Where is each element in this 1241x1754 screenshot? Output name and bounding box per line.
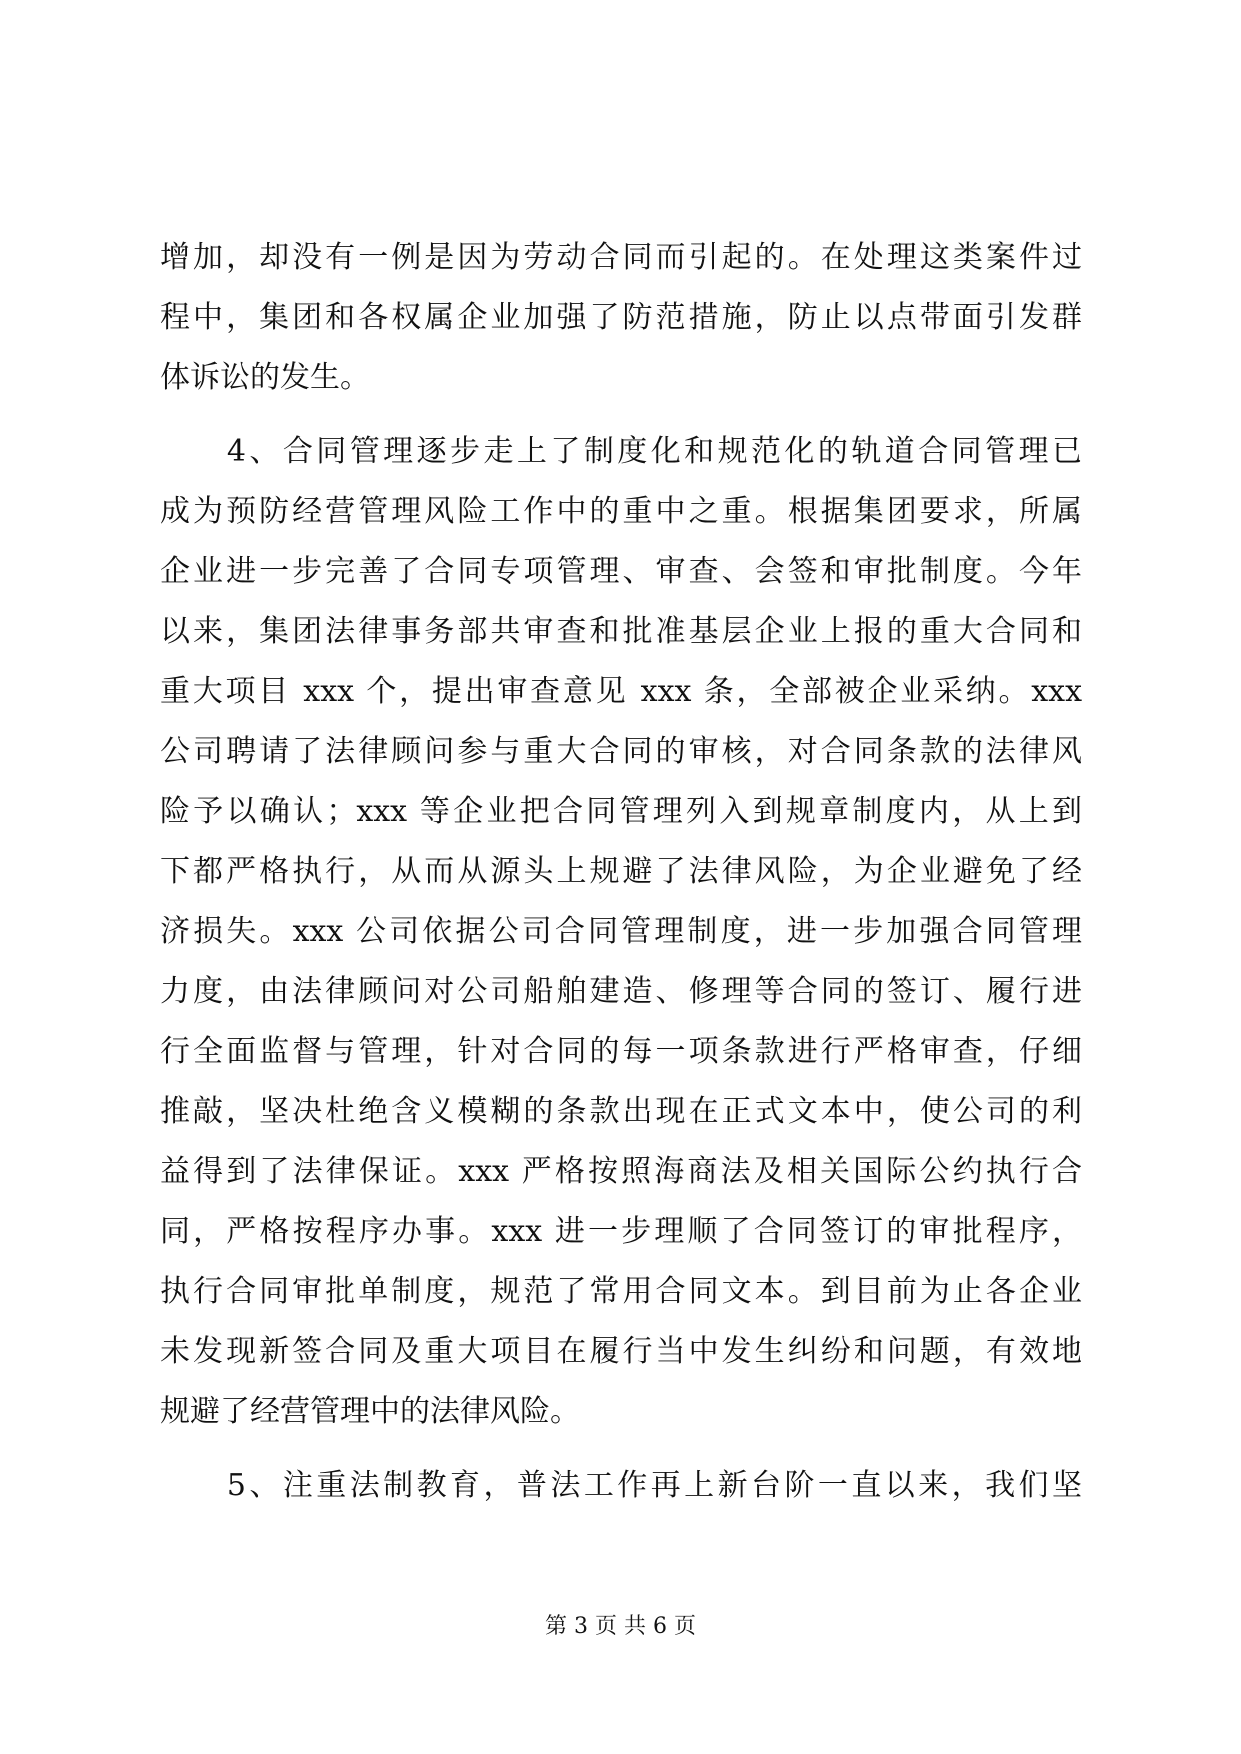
page-number-footer: 第 3 页 共 6 页 (545, 1614, 696, 1639)
text-line: 规避了经营管理中的法律风险。 (160, 1394, 580, 1429)
text-line: 下都严格执行，从而从源头上规避了法律风险，为企业避免了经 (160, 854, 1082, 889)
paragraph-spacer (160, 408, 1082, 422)
text-line: 增加，却没有一例是因为劳动合同而引起的。在处理这类案件过 (160, 240, 1082, 275)
document-body (160, 228, 1082, 1516)
text-line: 未发现新签合同及重大项目在履行当中发生纠纷和问题，有效地 (160, 1334, 1082, 1369)
paragraph (160, 1456, 1082, 1516)
text-line: 同，严格按程序办事。xxx 进一步理顺了合同签订的审批程序， (160, 1214, 1082, 1249)
text-line: 5、注重法制教育，普法工作再上新台阶一直以来，我们坚 (160, 1468, 1082, 1503)
text-line: 济损失。xxx 公司依据公司合同管理制度，进一步加强合同管理 (160, 914, 1082, 949)
text-line: 4、合同管理逐步走上了制度化和规范化的轨道合同管理已 (160, 434, 1082, 469)
text-line: 行全面监督与管理，针对合同的每一项条款进行严格审查，仔细 (160, 1034, 1082, 1069)
text-line: 执行合同审批单制度，规范了常用合同文本。到目前为止各企业 (160, 1274, 1082, 1309)
text-line: 成为预防经营管理风险工作中的重中之重。根据集团要求，所属 (160, 494, 1082, 529)
text-line: 程中，集团和各权属企业加强了防范措施，防止以点带面引发群 (160, 300, 1082, 335)
text-line: 以来，集团法律事务部共审查和批准基层企业上报的重大合同和 (160, 614, 1082, 649)
text-line: 推敲，坚决杜绝含义模糊的条款出现在正式文本中，使公司的利 (160, 1094, 1082, 1129)
text-line: 险予以确认；xxx 等企业把合同管理列入到规章制度内，从上到 (160, 794, 1082, 829)
text-line: 重大项目 xxx 个，提出审查意见 xxx 条，全部被企业采纳。xxx (160, 674, 1082, 709)
paragraph (160, 422, 1082, 1442)
text-line: 体诉讼的发生。 (160, 360, 370, 395)
paragraph-spacer (160, 1442, 1082, 1456)
text-line: 企业进一步完善了合同专项管理、审查、会签和审批制度。今年 (160, 554, 1082, 589)
text-line: 益得到了法律保证。xxx 严格按照海商法及相关国际公约执行合 (160, 1154, 1082, 1189)
text-line: 公司聘请了法律顾问参与重大合同的审核，对合同条款的法律风 (160, 734, 1082, 769)
paragraph (160, 228, 1082, 408)
text-line: 力度，由法律顾问对公司船舶建造、修理等合同的签订、履行进 (160, 974, 1082, 1009)
